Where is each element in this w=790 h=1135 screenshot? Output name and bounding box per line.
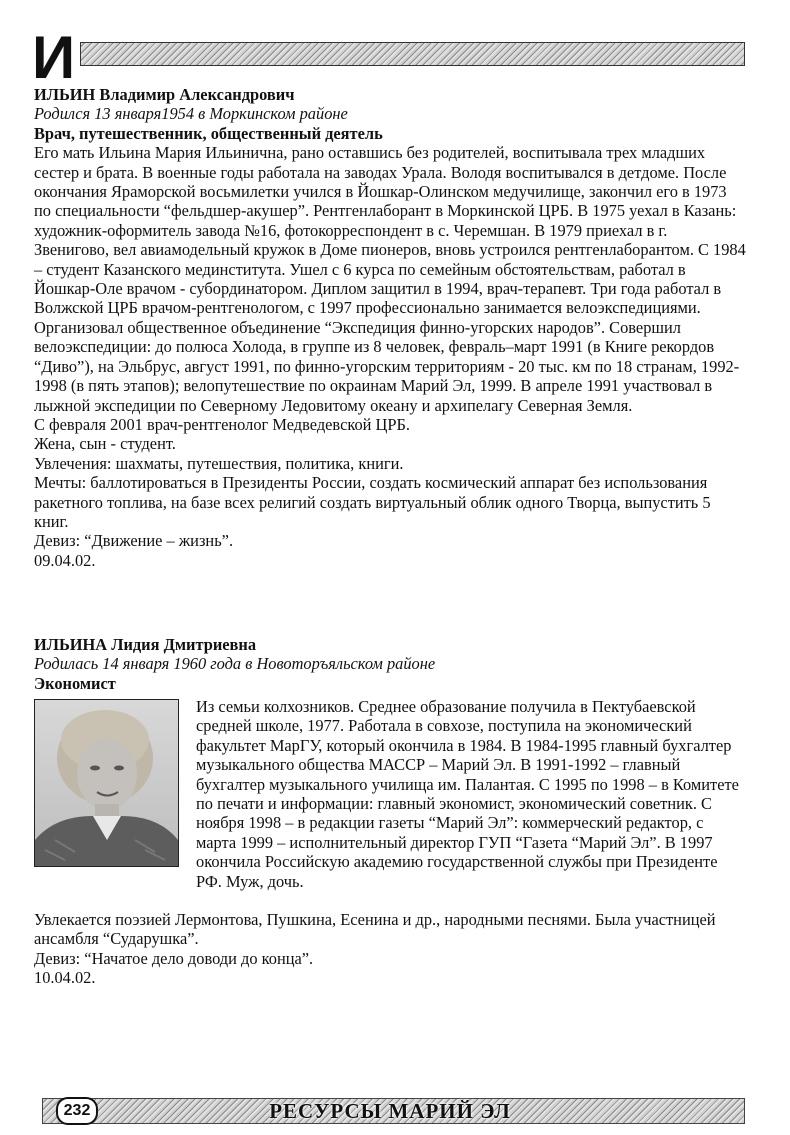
entry-ilin bbox=[34, 85, 746, 570]
portrait-photo bbox=[34, 699, 179, 867]
entry-name: ИЛЬИНА Лидия Дмитриевна bbox=[34, 635, 257, 654]
entry-date: 09.04.02. bbox=[34, 550, 96, 570]
entry-profession: Врач, путешественник, общественный деятель bbox=[34, 123, 383, 143]
entry-current-job: С февраля 2001 врач-рентгенолог Медведевской ЦРБ. bbox=[34, 414, 411, 434]
page-number: 232 bbox=[56, 1097, 98, 1125]
entry-date: 10.04.02. bbox=[34, 968, 96, 988]
entry-birth: Родилась 14 января 1960 года в Новоторъяльском районе bbox=[34, 654, 436, 674]
entry-family: Жена, сын - студент. bbox=[34, 434, 176, 454]
entry-birth: Родился 13 января1954 в Моркинском районе bbox=[34, 104, 348, 124]
entry-motto: Девиз: “Начатое дело доводи до конца”. bbox=[34, 948, 314, 968]
entry-profession: Экономист bbox=[34, 673, 116, 693]
section-letter: И bbox=[32, 24, 74, 91]
running-footer-title: РЕСУРСЫ МАРИЙ ЭЛ bbox=[269, 1099, 511, 1123]
header-hatch-bar bbox=[80, 42, 745, 66]
entry-hobbies: Увлечения: шахматы, путешествия, политика, книги. bbox=[34, 453, 404, 473]
entry-hobbies: Увлекается поэзией Лермонтова, Пушкина, Есенина и др., народными песнями. Была участницей ансамбля “Сударушка”. bbox=[34, 910, 716, 949]
entry-ilina-rest bbox=[34, 910, 746, 988]
entry-bio: Его мать Ильина Мария Ильинична, рано оставшись без родителей, воспитывала трех младших сестер и брата. В военные годы работала на заводах Урала. Володя воспитывался в детдоме. После окончания Яраморской восьмилетки учился в Йошкар-Олинском медучилище, закончил его в 1973 по специальности “фельдшер-акушер”. Рентгенлаборант в Моркинской ЦРБ. В 1975 уехал в Казань: художник-оформитель завода №16, фотокорреспондент в с. Черемшан. В 1979 приехал в г. Звенигово, вел авиамодельный кружок в Доме пионеров, вновь устроился рентгенлаборантом. С 1984 – студент Казанского мединститута. Ушел с 6 курса по семейным обстоятельствам, работал в Йошкар-Оле врачом - субординатором. Диплом защитил в 1994, врач-терапевт. Три года работал в Волжской ЦРБ врачом-рентгенологом, с 1997 профессионально занимается велоэкспедициями. Организовал общественное объединение “Экспедиция финно-угорских народов”. Совершил велоэкспедиции: до полюса Холода, в группе из 8 человек, февраль–март 1991 (в Книге рекордов “Диво”), на Эльбрус, август 1991, по финно-угорским территориям - 20 тыс. км по 18 странам, 1992-1998 (в пять этапов); велопутешествие по окраинам Марий Эл, 1999. В апреле 1991 участвовал в лыжной экспедиции по Северному Ледовитому океану и архипелагу Северная Земля. bbox=[34, 143, 746, 415]
entry-bio-beside-photo: Из семьи колхозников. Среднее образование получила в Пектубаевской средней школе, 1977. Работала в совхозе, поступила на экономический факультет МарГУ, который окончила в 1984. В 1984-1995 главный бухгалтер музыкального общества МАССР – Марий Эл. В 1991-1992 – главный бухгалтер музыкального училища им. Палантая. С 1995 по 1998 – в Комитете по печати и информации: главный экономист, экономический советник. С ноября 1998 – в редакции газеты “Марий Эл”: коммерческий редактор, с марта 1999 – исполнительный директор ГУП “Газета “Марий Эл”. В 1997 окончила Российскую академию государственной службы при Президенте РФ. Муж, дочь. bbox=[196, 697, 739, 891]
entry-ilina-header bbox=[34, 635, 746, 693]
entry-dreams: Мечты: баллотироваться в Президенты России, создать космический аппарат без использования ракетного топлива, на базе всех религий создать виртуальный облик одного Творца, выпустить 5 книг. bbox=[34, 473, 711, 531]
entry-motto: Девиз: “Движение – жизнь”. bbox=[34, 531, 234, 551]
entry-name: ИЛЬИН Владимир Александрович bbox=[34, 85, 295, 104]
portrait-image bbox=[35, 700, 178, 866]
